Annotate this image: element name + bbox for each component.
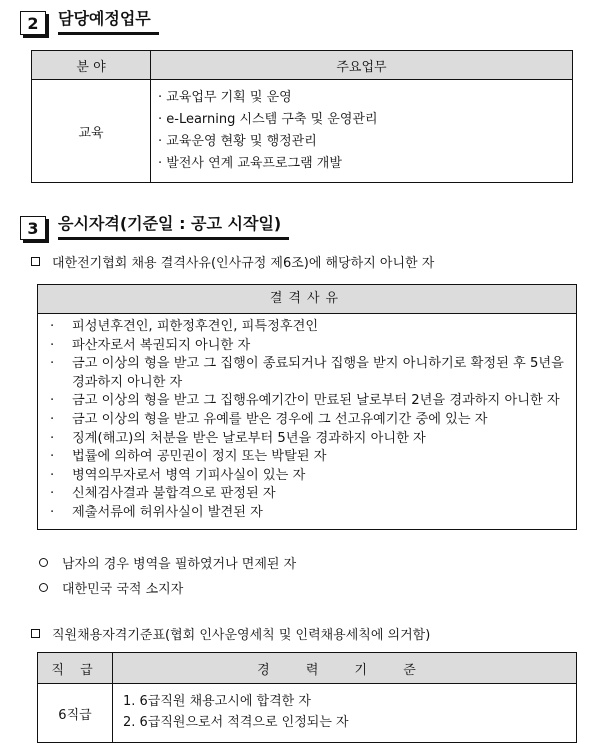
duties-list-cell: [151, 80, 573, 183]
list-item: [50, 355, 568, 392]
disqualification-text: 법률에 의하여 공민권이 정지 또는 박탈된 자: [72, 449, 327, 465]
table-row: [32, 80, 573, 183]
bullet-icon: ·: [50, 319, 55, 334]
disqualification-text: 징계(해고)의 처분을 받은 날로부터 5년을 경과하지 아니한 자: [72, 430, 426, 446]
section-3-header: [20, 213, 289, 240]
qualification-text: 직원채용자격기준표(협회 인사운영세칙 및 인력채용세칙에 의거함): [52, 628, 431, 643]
disqualification-box: [37, 284, 577, 530]
disqualification-header: 결격사유: [38, 285, 576, 314]
list-item: [50, 467, 568, 486]
qualification-item: [31, 624, 430, 643]
list-item: [50, 504, 568, 523]
duty-item: · 교육업무 기획 및 운영: [158, 90, 292, 105]
duties-table: [31, 50, 573, 183]
duty-item: · e-Learning 시스템 구축 및 운영관리: [158, 112, 378, 127]
duties-field-cell: 교육: [32, 80, 151, 183]
qualification-text: 남자의 경우 병역을 필하였거나 면제된 자: [62, 557, 297, 572]
list-item: [50, 430, 568, 449]
circle-bullet-icon: [39, 558, 48, 567]
bullet-icon: ·: [50, 486, 55, 502]
bullet-icon: ·: [50, 337, 55, 353]
criteria-line: 1. 6급직원 채용고시에 합격한 자: [123, 694, 311, 709]
section-2-number: 2: [20, 11, 46, 35]
disqualification-text: 금고 이상의 형을 받고 유예를 받은 경우에 그 선고유예기간 중에 있는 자: [72, 411, 488, 427]
bullet-icon: ·: [50, 504, 55, 520]
disqualification-text: 제출서류에 허위사실이 발견된 자: [72, 504, 263, 520]
bullet-icon: ·: [50, 449, 55, 465]
bullet-icon: ·: [50, 411, 55, 427]
duties-col-duties: 주요업무: [151, 51, 573, 80]
qualification-text: 대한전기협회 채용 결격사유(인사규정 제6조)에 해당하지 아니한 자: [52, 256, 435, 271]
criteria-table: [37, 652, 577, 743]
criteria-col-grade: 직 급: [38, 653, 113, 684]
disqualification-text: 금고 이상의 형을 받고 그 집행이 종료되거나 집행을 받지 아니하기로 확정된 후 5년을 경과하지 아니한 자: [72, 356, 564, 390]
square-bullet-icon: [31, 629, 40, 638]
bullet-icon: ·: [50, 467, 55, 483]
qualification-item: [39, 553, 296, 572]
list-item: [50, 448, 568, 467]
bullet-icon: ·: [50, 393, 55, 409]
list-item: [50, 318, 568, 337]
disqualification-text: 금고 이상의 형을 받고 그 집행유예기간이 만료된 날로부터 2년을 경과하지 아니한 자: [72, 393, 560, 409]
section-2-header: [20, 8, 159, 35]
disqualification-text: 피성년후견인, 피한정후견인, 피특정후견인: [72, 319, 319, 334]
qualification-text: 대한민국 국적 소지자: [62, 582, 184, 597]
list-item: [50, 411, 568, 430]
list-item: [50, 392, 568, 411]
square-bullet-icon: [31, 257, 40, 266]
bullet-icon: ·: [50, 356, 55, 372]
list-item: [50, 337, 568, 356]
criteria-line: 2. 6급직원으로서 적격으로 인정되는 자: [123, 715, 349, 730]
section-2-title: 담당예정업무: [58, 8, 159, 35]
duty-item: · 교육운영 현황 및 행정관리: [158, 134, 317, 149]
qualification-item: [39, 578, 183, 597]
table-row: [38, 684, 577, 743]
duties-col-field: 분 야: [32, 51, 151, 80]
disqualification-text: 파산자로서 복권되지 아니한 자: [72, 337, 251, 353]
duty-item: · 발전사 연계 교육프로그램 개발: [158, 156, 342, 171]
list-item: [50, 485, 568, 504]
criteria-grade-cell: 6직급: [38, 684, 113, 743]
circle-bullet-icon: [39, 583, 48, 592]
qualification-item: [31, 252, 434, 271]
section-3-number: 3: [20, 216, 46, 240]
disqualification-text: 병역의무자로서 병역 기피사실이 있는 자: [72, 467, 306, 483]
section-3-title: 응시자격(기준일 : 공고 시작일): [58, 213, 289, 240]
criteria-text-cell: [113, 684, 577, 743]
criteria-col-criteria: 경 력 기 준: [113, 653, 577, 684]
disqualification-text: 신체검사결과 불합격으로 판정된 자: [72, 486, 276, 502]
bullet-icon: ·: [50, 430, 55, 446]
